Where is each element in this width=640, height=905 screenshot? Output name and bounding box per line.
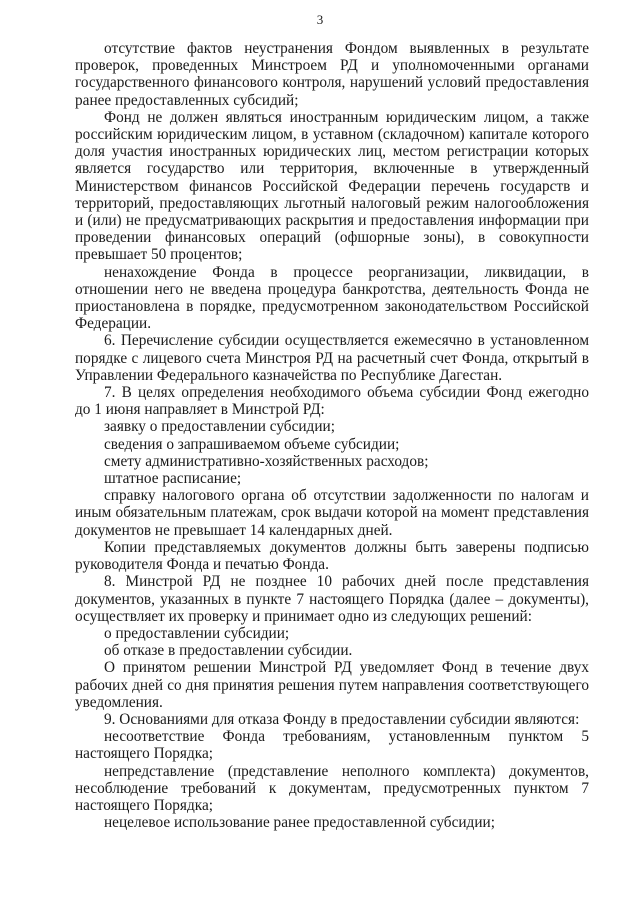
paragraph: 6. Перечисление субсидии осуществляется ежемесячно в установленном порядке с лицевого счета Минстроя РД на расчетный счет Фонда, открытый в Управлении Федерального казначейства по Республике Дагестан. xyxy=(75,332,589,384)
list-item: заявку о предоставлении субсидии; xyxy=(104,418,335,436)
paragraph: Копии представляемых документов должны быть заверены подписью руководителя Фонда и печатью Фонда. xyxy=(75,538,589,574)
document-body xyxy=(75,40,589,831)
list-item: о предоставлении субсидии; xyxy=(104,624,290,642)
list-item: нецелевое использование ранее предоставленной субсидии; xyxy=(104,814,495,832)
paragraph: 7. В целях определения необходимого объема субсидии Фонд ежегодно до 1 июня направляет в Минстрой РД: xyxy=(75,384,589,419)
paragraph: 8. Минстрой РД не позднее 10 рабочих дней после представления документов, указанных в пункте 7 настоящего Порядка (далее – документы), осуществляет их проверку и принимает одно из следующих решений: xyxy=(75,573,589,625)
paragraph: ненахождение Фонда в процессе реорганизации, ликвидации, в отношении него не введена процедура банкротства, деятельность Фонда не приостановлена в порядке, предусмотренном законодательством Российской Федерации. xyxy=(75,263,589,333)
list-item: сведения о запрашиваемом объеме субсидии; xyxy=(104,435,400,453)
list-item: справку налогового органа об отсутствии задолженности по налогам и иным обязательным платежам, срок выдачи которой на момент представления документов не превышает 14 календарных дней. xyxy=(75,487,589,539)
list-item: смету административно-хозяйственных расходов; xyxy=(104,452,429,470)
list-item: несоответствие Фонда требованиям, установленным пунктом 5 настоящего Порядка; xyxy=(75,728,589,763)
paragraph: отсутствие фактов неустранения Фондом выявленных в результате проверок, проведенных Минстроем РД и уполномоченными органами государственного финансового контроля, нарушений условий предоставления ранее предоставленных субсидий; xyxy=(75,40,589,109)
list-item: штатное расписание; xyxy=(104,470,242,488)
page-number: 3 xyxy=(316,12,324,27)
paragraph: О принятом решении Минстрой РД уведомляет Фонд в течение двух рабочих дней со дня принятия решения путем направления соответствующего уведомления. xyxy=(75,659,589,711)
list-item: об отказе в предоставлении субсидии. xyxy=(104,642,353,660)
paragraph: Фонд не должен являться иностранным юридическим лицом, а также российским юридическим лицом, в уставном (складочном) капитале которого доля участия иностранных юридических лиц, местом регистрации которых является государство или территория, включенные в утвержденный Министерством финансов Российской Федерации перечень государств и территорий, предоставляющих льготный налоговый режим налогообложения и (или) не предусматривающих раскрытия и предоставления информации при проведении финансовых операций (офшорные зоны), в совокупности превышает 50 процентов; xyxy=(75,108,589,264)
paragraph: 9. Основаниями для отказа Фонду в предоставлении субсидии являются: xyxy=(104,710,580,728)
list-item: непредставление (представление неполного комплекта) документов, несоблюдение требований к документам, предусмотренных пунктом 7 настоящего Порядка; xyxy=(75,762,589,814)
